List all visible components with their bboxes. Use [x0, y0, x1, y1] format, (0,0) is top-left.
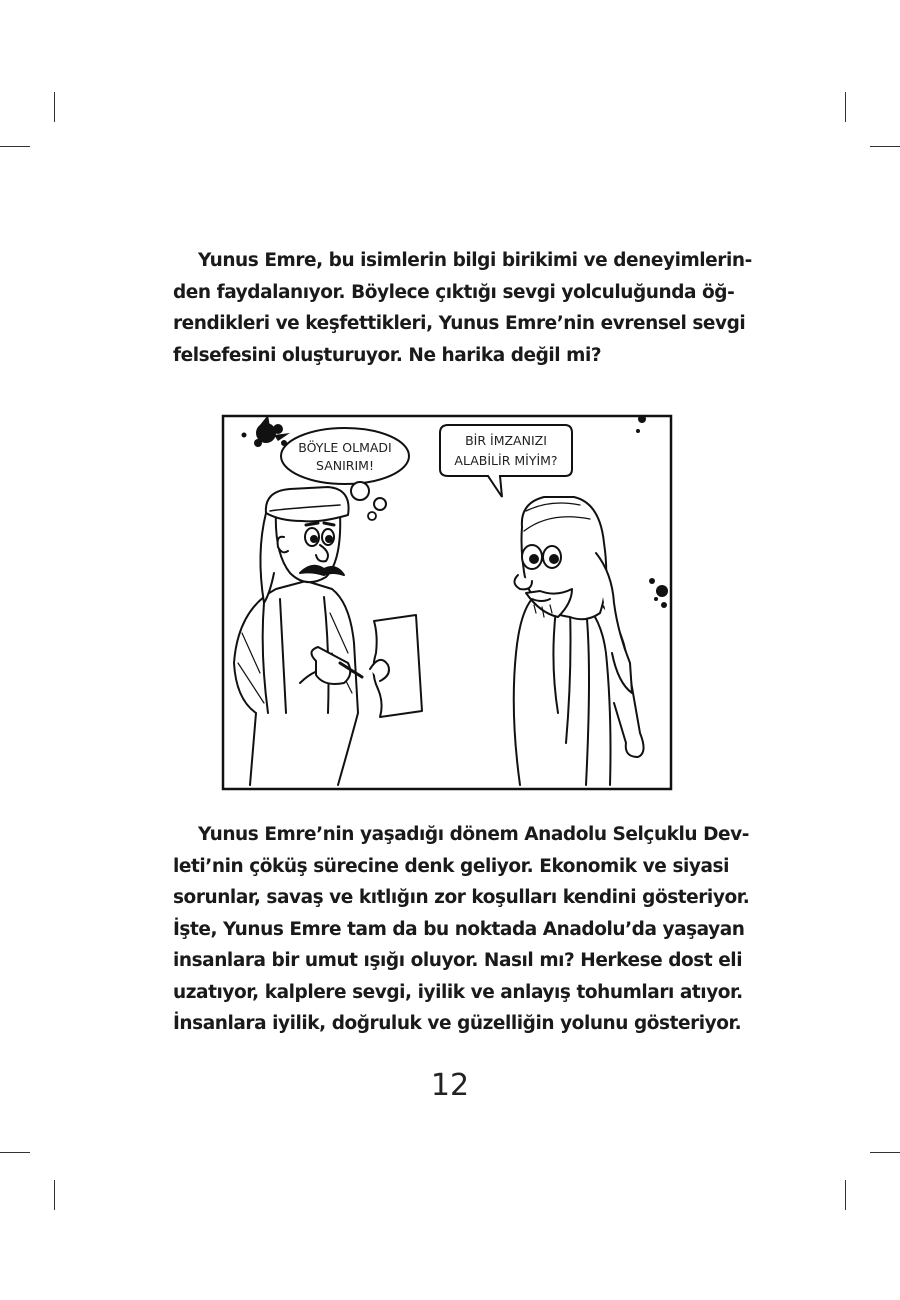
paragraph-1 — [173, 245, 752, 371]
crop-mark — [54, 92, 55, 122]
crop-mark — [845, 1180, 846, 1210]
text-line: leti’nin çöküş sürecine denk geliyor. Ekonomik ve siyasi — [173, 855, 729, 877]
text-line: Yunus Emre, bu isimlerin bilgi birikimi ve deneyimlerin- — [198, 250, 752, 271]
crop-mark — [0, 1152, 30, 1153]
bubble-text: ALABİLİR MİYİM? — [454, 453, 558, 468]
crop-mark — [54, 1180, 55, 1210]
text-line: rendikleri ve keşfettikleri, Yunus Emre’nin evrensel sevgi — [173, 313, 746, 334]
bubble-text: BİR İMZANIZI — [465, 433, 547, 448]
text-line: uzatıyor, kalplere sevgi, iyilik ve anlayış tohumları atıyor. — [173, 981, 743, 1003]
crop-mark — [870, 146, 900, 147]
bubble-text: SANIRIM! — [316, 458, 374, 473]
paragraph-2 — [173, 819, 750, 1040]
text-line: sorunlar, savaş ve kıtlığın zor koşulları kendini gösteriyor. — [173, 887, 750, 908]
text-line: den faydalanıyor. Böylece çıktığı sevgi yolculuğunda öğ- — [173, 281, 735, 303]
text-line: İnsanlara iyilik, doğruluk ve güzelliğin yolunu gösteriyor. — [173, 1013, 742, 1034]
text-line: felsefesini oluşturuyor. Ne harika değil mi? — [173, 344, 602, 366]
text-line: Yunus Emre’nin yaşadığı dönem Anadolu Selçuklu Dev- — [198, 824, 749, 845]
comic-illustration — [220, 413, 674, 792]
page-number: 12 — [430, 1068, 470, 1103]
bubble-text: BÖYLE OLMADI — [298, 440, 392, 455]
text-line: insanlara bir umut ışığı oluyor. Nasıl mı? Herkese dost eli — [173, 950, 743, 971]
crop-mark — [870, 1152, 900, 1153]
crop-mark — [0, 146, 30, 147]
text-line: İşte, Yunus Emre tam da bu noktada Anadolu’da yaşayan — [173, 918, 745, 940]
crop-mark — [845, 92, 846, 122]
